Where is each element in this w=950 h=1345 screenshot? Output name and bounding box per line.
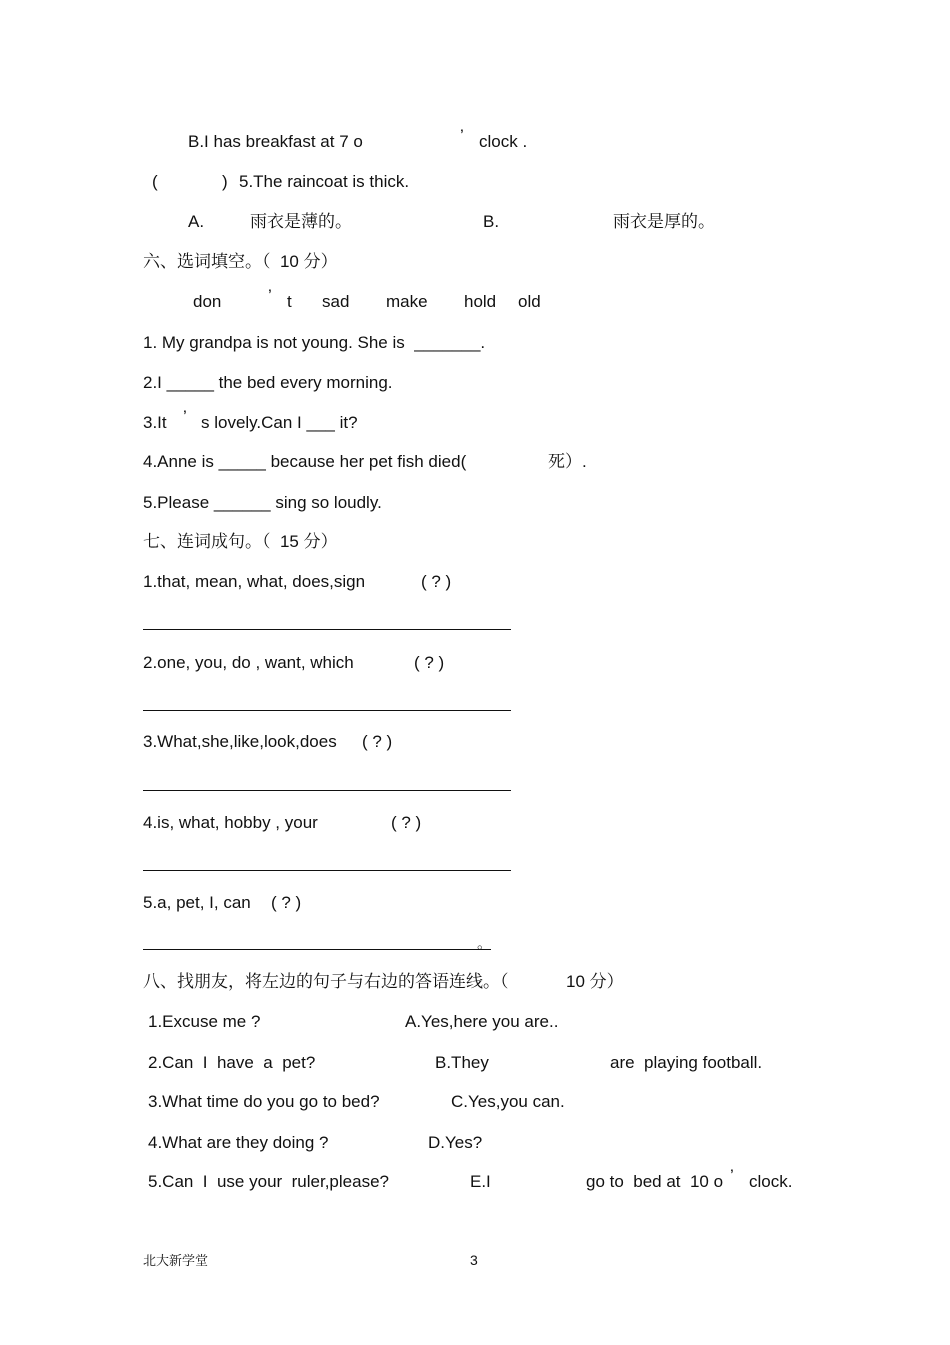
answer-line-5-end-mark: 。 [477,935,493,952]
answer-paren-open: ( [152,172,158,191]
option-b-label: B. [483,212,500,231]
answer-line-5 [143,949,491,950]
option-b-text: 雨衣是厚的。 [613,212,715,231]
fill-item-4a: 4.Anne is _____ because her pet fish died( [143,452,467,471]
section-8-heading: 八、找朋友，将左边的句子与右边的答语连线。（ [143,972,509,991]
order-item-5: 5.a, pet, I, can [143,893,251,912]
q4-option-b: B.I has breakfast at 7 o [188,132,363,151]
match-right-b: B.They [435,1053,489,1072]
answer-line-1 [143,629,511,630]
fill-item-1: 1. My grandpa is not young. She is _______. [143,333,486,352]
match-left-3: 3.What time do you go to bed? [148,1092,380,1111]
word-bank-hold: hold [464,292,497,311]
order-item-3: 3.What,she,like,look,does [143,732,337,751]
order-item-4-mark: ( ? ) [391,813,422,832]
page-number: 3 [470,1252,478,1268]
match-left-5: 5.Can I use your ruler,please? [148,1172,389,1191]
order-item-5-mark: ( ? ) [271,893,302,912]
word-bank-sad: sad [322,292,350,311]
section-8-heading-score: 10 分） [566,972,624,991]
word-bank-old: old [518,292,541,311]
answer-line-4 [143,870,511,871]
match-right-d: D.Yes? [428,1133,483,1152]
word-bank-make: make [386,292,428,311]
fill-item-5: 5.Please ______ sing so loudly. [143,493,382,512]
footer-publisher: 北大新学堂 [143,1253,209,1268]
word-bank-dont-c: t [287,292,292,311]
apostrophe: ’ [460,126,464,145]
match-right-e-apostrophe: ’ [730,1166,734,1185]
match-left-4: 4.What are they doing ? [148,1133,329,1152]
match-left-2: 2.Can I have a pet? [148,1053,316,1072]
match-left-1: 1.Excuse me ? [148,1012,261,1031]
q4-option-b-clock: clock . [479,132,528,151]
fill-item-3-apostrophe: ’ [183,407,187,426]
fill-item-3c: s lovely.Can I ___ it? [201,413,358,432]
answer-paren-close: ) [222,172,228,191]
option-a-label: A. [188,212,205,231]
question-5: 5.The raincoat is thick. [239,172,410,191]
option-a-text: 雨衣是薄的。 [250,212,352,231]
word-bank-dont-apostrophe: ’ [268,286,272,305]
match-right-b-rest: are playing football. [610,1053,763,1072]
match-right-e-rest: go to bed at 10 o [586,1172,724,1191]
order-item-4: 4.is, what, hobby , your [143,813,318,832]
order-item-2: 2.one, you, do , want, which [143,653,354,672]
match-right-a: A.Yes,here you are.. [405,1012,559,1031]
answer-line-3 [143,790,511,791]
answer-line-2 [143,710,511,711]
word-bank-dont-a: don [193,292,222,311]
match-right-e: E.I [470,1172,491,1191]
fill-item-3a: 3.It [143,413,167,432]
section-6-heading: 六、选词填空。（ 10 分） [143,252,338,271]
order-item-1: 1.that, mean, what, does,sign [143,572,366,591]
order-item-1-mark: ( ? ) [421,572,452,591]
fill-item-4b: 死）. [548,452,587,471]
order-item-2-mark: ( ? ) [414,653,445,672]
match-right-c: C.Yes,you can. [451,1092,565,1111]
order-item-3-mark: ( ? ) [362,732,393,751]
fill-item-2: 2.I _____ the bed every morning. [143,373,393,392]
section-7-heading: 七、连词成句。（ 15 分） [143,532,338,551]
match-right-e-end: clock. [749,1172,793,1191]
